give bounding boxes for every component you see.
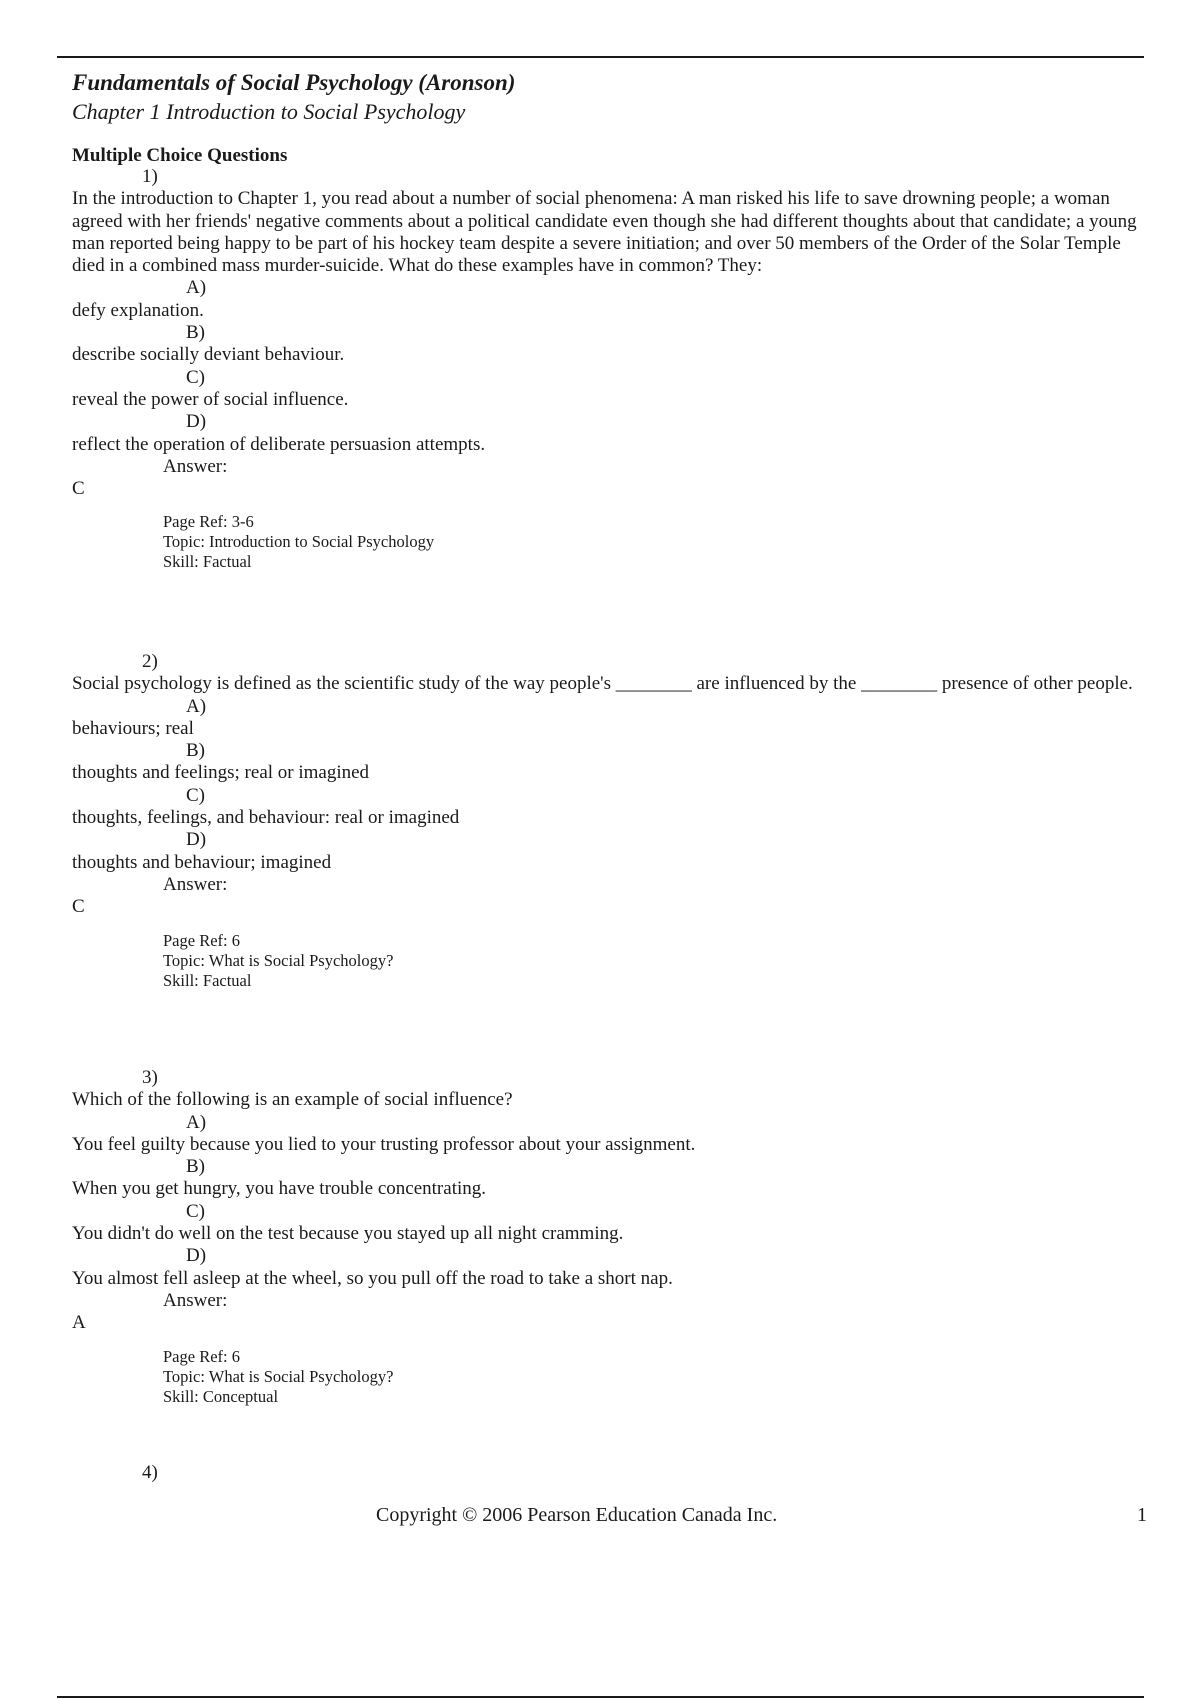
- option-text-b: thoughts and feelings; real or imagined: [72, 762, 370, 784]
- topic: Topic: What is Social Psychology?: [163, 1366, 394, 1386]
- document-header: [72, 68, 515, 126]
- option-text-d: thoughts and behaviour; imagined: [72, 851, 332, 873]
- question-number: 2): [142, 651, 158, 672]
- question-stem: Which of the following is an example of social influence?: [72, 1089, 513, 1111]
- option-text-b: describe socially deviant behaviour.: [72, 344, 345, 366]
- question-stem: In the introduction to Chapter 1, you read about a number of social phenomena: A man risked his life to save drowning people; a woman agreed with her friends' negative comments about a political candidate even though she had different thoughts about that candidate; a young man reported being happy to be part of his hockey team despite a severe initiation; and over 50 members of the Order of the Solar Temple died in a combined mass murder-suicide. What do these examples have in common? They:: [72, 188, 1137, 277]
- question-number: 3): [142, 1067, 158, 1088]
- option-text-a: defy explanation.: [72, 299, 204, 321]
- skill: Skill: Factual: [163, 970, 252, 990]
- page-ref: Page Ref: 3-6: [163, 512, 254, 532]
- option-text-c: reveal the power of social influence.: [72, 388, 349, 410]
- option-text-d: You almost fell asleep at the wheel, so you pull off the road to take a short nap.: [72, 1267, 673, 1289]
- option-letter-c: C): [186, 1200, 205, 1222]
- answer-label: Answer:: [163, 873, 228, 895]
- answer-label: Answer:: [163, 455, 228, 477]
- skill: Skill: Factual: [163, 552, 252, 572]
- option-text-d: reflect the operation of deliberate persuasion attempts.: [72, 433, 486, 455]
- question-2: [72, 651, 1157, 991]
- question-metadata: [72, 931, 1157, 991]
- option-text-c: thoughts, feelings, and behaviour: real or imagined: [72, 807, 460, 829]
- page-ref: Page Ref: 6: [163, 930, 240, 950]
- skill: Skill: Conceptual: [163, 1386, 279, 1406]
- option-letter-a: A): [186, 695, 207, 717]
- option-letter-d: D): [186, 411, 207, 433]
- question-4: [72, 1462, 1157, 1484]
- option-text-a: You feel guilty because you lied to your trusting professor about your assignment.: [72, 1133, 696, 1155]
- question-number: 4): [142, 1462, 158, 1483]
- option-letter-c: C): [186, 784, 205, 806]
- option-text-c: You didn't do well on the test because you stayed up all night cramming.: [72, 1223, 624, 1245]
- option-letter-a: A): [186, 277, 207, 299]
- question-number: 1): [142, 166, 158, 187]
- page-number: 1: [1137, 1504, 1147, 1526]
- question-1: [72, 166, 1157, 572]
- bottom-rule: [57, 1696, 1144, 1698]
- page-ref: Page Ref: 6: [163, 1346, 240, 1366]
- option-letter-a: A): [186, 1111, 207, 1133]
- question-stem: Social psychology is defined as the scientific study of the way people's ________ are influenced by the ________ presence of other people.: [72, 673, 1133, 695]
- book-title: Fundamentals of Social Psychology (Aronson): [72, 70, 516, 95]
- topic: Topic: What is Social Psychology?: [163, 950, 394, 970]
- section-heading: Multiple Choice Questions: [72, 145, 288, 166]
- option-letter-b: B): [186, 740, 205, 762]
- question-metadata: [72, 512, 1157, 572]
- option-letter-b: B): [186, 1156, 205, 1178]
- option-letter-d: D): [186, 1245, 207, 1267]
- answer-value: C: [72, 896, 85, 918]
- option-text-b: When you get hungry, you have trouble concentrating.: [72, 1178, 487, 1200]
- option-letter-b: B): [186, 322, 205, 344]
- option-text-a: behaviours; real: [72, 717, 194, 739]
- question-3: [72, 1067, 1157, 1407]
- answer-value: A: [72, 1312, 86, 1334]
- answer-label: Answer:: [163, 1289, 228, 1311]
- topic: Topic: Introduction to Social Psychology: [163, 532, 435, 552]
- chapter-title: Chapter 1 Introduction to Social Psychology: [72, 99, 466, 124]
- top-rule: [57, 56, 1144, 58]
- copyright-notice: Copyright © 2006 Pearson Education Canada Inc.: [376, 1504, 778, 1526]
- answer-value: C: [72, 478, 85, 500]
- option-letter-c: C): [186, 366, 205, 388]
- option-letter-d: D): [186, 829, 207, 851]
- question-metadata: [72, 1347, 1157, 1407]
